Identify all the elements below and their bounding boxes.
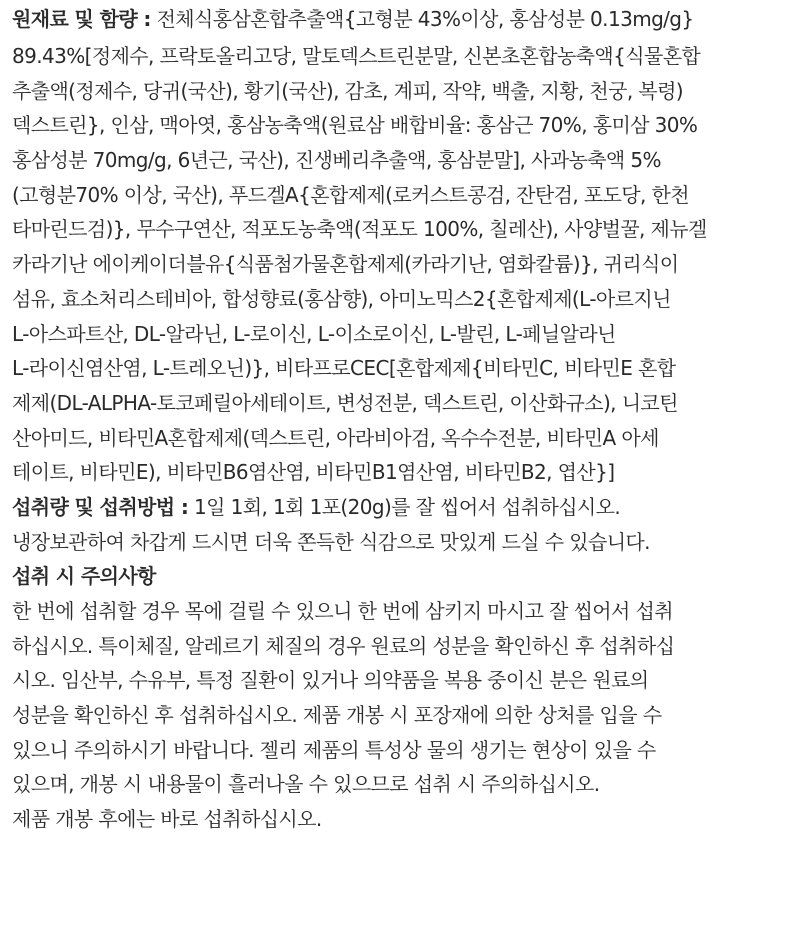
intake-line [12, 490, 790, 525]
ingredients-line: 섬유, 효소처리스테비아, 합성향료(홍삼향), 아미노믹스2{혼합제제(L-아르지닌 [12, 286, 671, 311]
caution-line: 성분을 확인하신 후 섭취하십시오. 제품 개봉 시 포장재에 의한 상처를 입을 수 [12, 703, 662, 728]
ingredients-line: 89.43%[정제수, 프락토올리고당, 말토덱스트린분말, 신본초혼합농축액{식물혼합 [12, 44, 701, 68]
intake-label: 섭취량 및 섭취방법 : [12, 494, 189, 519]
caution-line: 제품 개봉 후에는 바로 섭취하십시오. [12, 807, 322, 832]
caution-line: 시오. 임산부, 수유부, 특정 질환이 있거나 의약품을 복용 중이신 분은 원료의 [12, 668, 649, 693]
ingredients-line: L-아스파트산, DL-알라닌, L-로이신, L-이소로이신, L-발린, L-페닐알라닌 [12, 321, 616, 346]
caution-line: 있으며, 개봉 시 내용물이 흘러나올 수 있으므로 섭취 시 주의하십시오. [12, 772, 600, 797]
ingredients-line: 산아미드, 비타민A혼합제제(덱스트린, 아라비아검, 옥수수전분, 비타민A 아세 [12, 425, 659, 450]
ingredients-line: 덱스트린}, 인삼, 맥아엿, 홍삼농축액(원료삼 배합비율: 홍삼근 70%, 홍미삼 30% [12, 113, 698, 138]
caution-heading: 섭취 시 주의사항 [12, 564, 156, 589]
caution-line: 있으니 주의하시기 바랍니다. 젤리 제품의 특성상 물의 생기는 현상이 있을 수 [12, 737, 656, 762]
ingredients-line: 추출액(정제수, 당귀(국산), 황기(국산), 감초, 계피, 작약, 백출, 지황, 천궁, 복령) [12, 78, 684, 103]
intake-line: 냉장보관하여 차갑게 드시면 더욱 쫀득한 식감으로 맛있게 드실 수 있습니다. [12, 529, 650, 554]
ingredients-line: 테이트, 비타민E), 비타민B6염산염, 비타민B1염산염, 비타민B2, 엽산}] [12, 460, 615, 485]
ingredients-line: 홍삼성분 70mg/g, 6년근, 국산), 진생베리추출액, 홍삼분말], 사과농축액 5% [12, 148, 661, 173]
ingredients-line: (고형분70% 이상, 국산), 푸드겔A{혼합제제(로커스트콩검, 잔탄검, 포도당, 한천 [12, 182, 689, 207]
ingredients-line: 타마린드검)}, 무수구연산, 적포도농축액(적포도 100%, 칠레산), 사양벌꿀, 제뉴겔 [12, 217, 707, 242]
ingredients-label: 원재료 및 함량 : [12, 7, 151, 31]
ingredients-line: 제제(DL-ALPHA-토코페릴아세테이트, 변성전분, 덱스트린, 이산화규소), 니코틴 [12, 390, 678, 415]
caution-line: 하십시오. 특이체질, 알레르기 체질의 경우 원료의 성분을 확인하신 후 섭취하십 [12, 633, 675, 658]
ingredients-line: 카라기난 에이케이더블유{식품첨가물혼합제제(카라기난, 염화칼륨)}, 귀리식이 [12, 252, 679, 277]
ingredients-line: L-라이신염산염, L-트레오닌)}, 비타프로CEC[혼합제제{비타민C, 비타민E 혼합 [12, 356, 676, 381]
ingredients-line [12, 0, 790, 39]
ingredients-text: 전체식홍삼혼합추출액{고형분 43%이상, 홍삼성분 0.13mg/g} [150, 7, 694, 31]
intake-text: 1일 1회, 1회 1포(20g)를 잘 씹어서 섭취하십시오. [188, 494, 621, 519]
caution-line: 한 번에 섭취할 경우 목에 걸릴 수 있으니 한 번에 삼키지 마시고 잘 씹어서 섭취 [12, 599, 673, 623]
